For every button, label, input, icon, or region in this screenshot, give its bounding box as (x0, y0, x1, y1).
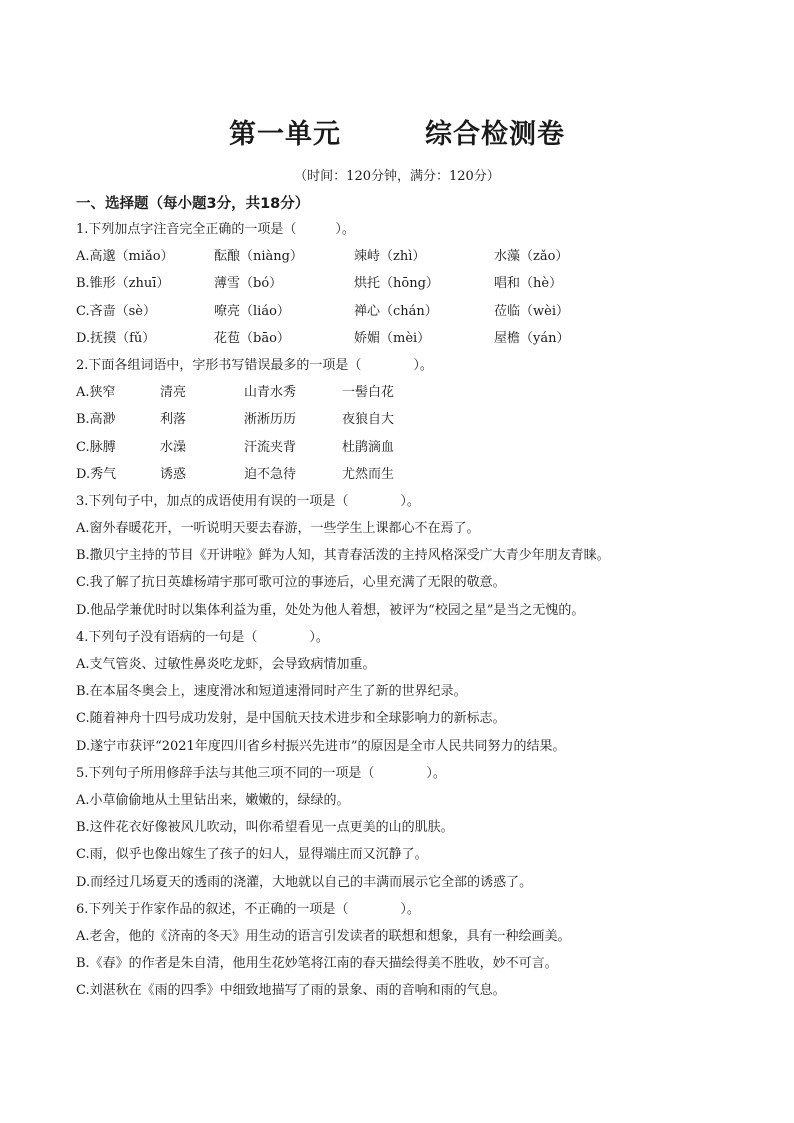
option-line: B.撒贝宁主持的节目《开讲啦》鲜为人知，其青春活泼的主持风格深受广大青少年朋友青睐。 (76, 548, 610, 564)
option-cell: C.吝啬（sè） (76, 303, 156, 319)
section-heading: 一、选择题（每小题3分，共18分） (76, 196, 310, 212)
option-cell: D.秀气 (76, 466, 117, 482)
option-row (76, 301, 736, 328)
option-row (76, 464, 736, 491)
option-line: C.刘湛秋在《雨的四季》中细致地描写了雨的景象、雨的音响和雨的气息。 (76, 983, 506, 999)
option-line: B.在本届冬奥会上，速度滑冰和短道速滑同时产生了新的世界纪录。 (76, 684, 467, 700)
option-cell: 淅淅历历 (244, 412, 297, 428)
option-cell: 嘹亮（liáo） (214, 303, 290, 319)
option-cell: 唱和（hè） (494, 276, 563, 292)
option-cell: 酝酿（niàng） (214, 249, 303, 265)
option-cell: 竦峙（zhì） (354, 249, 426, 265)
option-cell: 一髻白花 (342, 385, 395, 401)
option-cell: 花苞（bāo） (214, 330, 290, 346)
option-cell: B.锥形（zhuī） (76, 276, 170, 292)
option-cell: 利落 (160, 412, 187, 428)
page-title: 第一单元 综合检测卷 (229, 119, 565, 150)
option-line: A.窗外春暖花开，一听说明天要去春游，一些学生上课都心不在焉了。 (76, 521, 480, 537)
option-line: C.雨，似乎也像出嫁生了孩子的妇人，显得端庄而又沉静了。 (76, 847, 428, 863)
option-line: A.老舍，他的《济南的冬天》用生动的语言引发读者的联想和想象，具有一种绘画美。 (76, 928, 571, 944)
option-cell: 水藻（zǎo） (494, 249, 569, 265)
option-row (76, 246, 736, 273)
question-stem-5: 5.下列句子所用修辞手法与其他三项不同的一项是（ ）。 (76, 765, 446, 781)
option-cell: 汗流夹背 (244, 439, 297, 455)
option-row (76, 409, 736, 436)
option-cell: 烘托（hōng） (354, 276, 439, 292)
option-cell: 尤然而生 (342, 466, 395, 482)
option-cell: 薄雪（bó） (214, 276, 283, 292)
option-cell: B.高渺 (76, 412, 116, 428)
option-cell: 娇媚（mèi） (354, 330, 431, 346)
option-cell: 屋檐（yán） (494, 330, 570, 346)
option-cell: 杜鹃滴血 (342, 439, 395, 455)
question-stem-1: 1.下列加点字注音完全正确的一项是（ ）。 (76, 222, 355, 237)
option-line: D.他品学兼优时时以集体利益为重，处处为他人着想，被评为“校园之星”是当之无愧的。 (76, 602, 585, 618)
option-cell: A.狭窄 (76, 385, 116, 401)
option-line: D.而经过几场夏天的透雨的浇灌，大地就以自己的丰满而展示它全部的诱惑了。 (76, 874, 533, 890)
option-row (76, 382, 736, 409)
option-line: A.小草偷偷地从土里钻出来，嫩嫩的，绿绿的。 (76, 792, 350, 808)
option-line: B.这件花衣好像被风儿吹动，叫你希望看见一点更美的山的肌肤。 (76, 820, 454, 836)
exam-info: （时间：120分钟，满分：120分） (294, 169, 500, 184)
option-cell: C.脉膊 (76, 439, 116, 455)
option-cell: 迫不急待 (244, 466, 297, 482)
question-stem-6: 6.下列关于作家作品的叙述，不正确的一项是（ ）。 (76, 901, 420, 917)
option-cell: 清亮 (160, 385, 187, 401)
question-stem-3: 3.下列句子中，加点的成语使用有误的一项是（ ）。 (76, 493, 420, 509)
option-cell: A.高邈（miǎo） (76, 249, 174, 265)
option-cell: 山青水秀 (244, 385, 297, 401)
option-line: B.《春》的作者是朱自清，他用生花妙笔将江南的春天描绘得美不胜收，妙不可言。 (76, 956, 558, 972)
option-line: C.我了解了抗日英雄杨靖宇那可歌可泣的事迹后，心里充满了无限的敬意。 (76, 575, 506, 591)
option-line: C.随着神舟十四号成功发射，是中国航天技术进步和全球影响力的新标志。 (76, 711, 506, 727)
question-stem-4: 4.下列句子没有语病的一句是（ ）。 (76, 629, 329, 645)
question-list (76, 219, 736, 1007)
option-row (76, 328, 736, 355)
option-cell: 莅临（wèi） (494, 303, 569, 319)
option-cell: D.抚摸（fǔ） (76, 330, 156, 346)
option-line: A.支气管炎、过敏性鼻炎吃龙虾，会导致病情加重。 (76, 657, 376, 672)
option-row (76, 273, 736, 300)
option-cell: 夜狼自大 (342, 412, 395, 428)
question-stem-2: 2.下面各组词语中，字形书写错误最多的一项是（ ）。 (76, 357, 433, 373)
option-row (76, 437, 736, 464)
option-cell: 诱惑 (160, 466, 187, 482)
option-line: D.遂宁市获评“2021年度四川省乡村振兴先进市”的原因是全市人民共同努力的结果。 (76, 738, 566, 754)
option-cell: 禅心（chán） (354, 303, 438, 319)
option-cell: 水澡 (160, 439, 187, 455)
